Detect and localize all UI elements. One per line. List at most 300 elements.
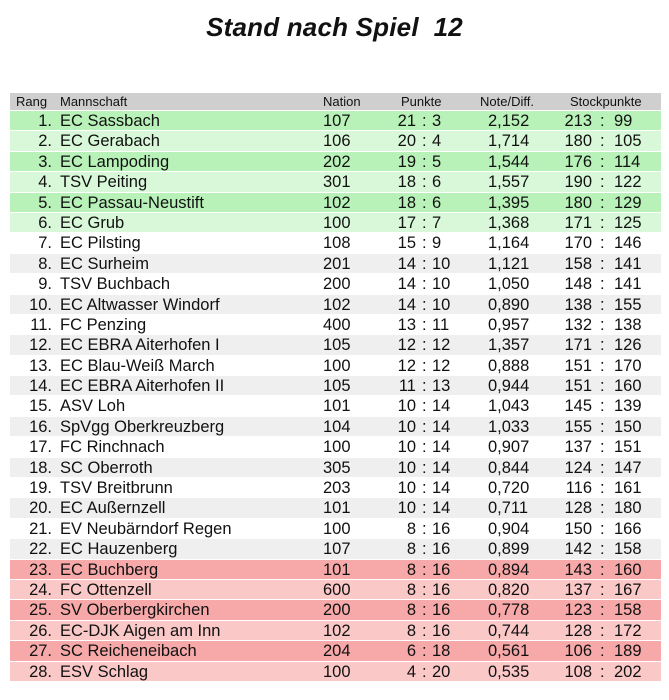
points-separator: : bbox=[422, 377, 427, 396]
rank-cell: 3. bbox=[38, 152, 52, 171]
stockpoints-separator: : bbox=[600, 336, 605, 355]
rank-cell: 12. bbox=[29, 336, 52, 355]
points-for-cell: 10 bbox=[397, 458, 416, 477]
stockpoints-against-cell: 129 bbox=[614, 193, 642, 212]
nation-cell: 200 bbox=[323, 601, 351, 620]
points-against-cell: 16 bbox=[432, 540, 451, 559]
table-row bbox=[10, 152, 661, 172]
stockpoints-against-cell: 99 bbox=[614, 112, 633, 130]
team-name-cell: EC Sassbach bbox=[60, 112, 160, 130]
points-separator: : bbox=[422, 519, 427, 538]
points-for-cell: 10 bbox=[397, 499, 416, 518]
ratio-cell: 0,944 bbox=[488, 377, 530, 396]
team-name-cell: EC Buchberg bbox=[60, 560, 159, 579]
stockpoints-separator: : bbox=[600, 519, 605, 538]
points-separator: : bbox=[422, 152, 427, 171]
standings-table bbox=[10, 93, 661, 682]
rank-cell: 2. bbox=[38, 132, 52, 151]
stockpoints-separator: : bbox=[600, 295, 605, 314]
team-name-cell: EC Außernzell bbox=[60, 499, 166, 518]
table-row bbox=[10, 172, 661, 192]
points-against-cell: 14 bbox=[432, 499, 451, 518]
stockpoints-for-cell: 106 bbox=[564, 642, 592, 661]
ratio-cell: 0,720 bbox=[488, 479, 530, 498]
points-against-cell: 12 bbox=[432, 356, 451, 375]
stockpoints-for-cell: 180 bbox=[564, 132, 592, 151]
points-separator: : bbox=[422, 275, 427, 294]
rank-cell: 27. bbox=[29, 642, 52, 661]
points-for-cell: 10 bbox=[397, 479, 416, 498]
nation-cell: 105 bbox=[323, 336, 351, 355]
rank-cell: 21. bbox=[29, 519, 52, 538]
stockpoints-separator: : bbox=[600, 152, 605, 171]
rank-cell: 19. bbox=[29, 479, 52, 498]
stockpoints-separator: : bbox=[600, 417, 605, 436]
stockpoints-against-cell: 172 bbox=[614, 621, 642, 640]
team-name-cell: EC-DJK Aigen am Inn bbox=[60, 621, 221, 640]
table-row bbox=[10, 662, 661, 682]
stockpoints-against-cell: 114 bbox=[614, 152, 641, 171]
stockpoints-separator: : bbox=[600, 315, 605, 334]
stockpoints-for-cell: 171 bbox=[564, 213, 592, 232]
ratio-cell: 0,907 bbox=[488, 438, 530, 457]
stockpoints-for-cell: 170 bbox=[564, 234, 592, 253]
stockpoints-against-cell: 158 bbox=[614, 540, 642, 559]
stockpoints-for-cell: 128 bbox=[564, 621, 592, 640]
nation-cell: 400 bbox=[323, 315, 351, 334]
points-separator: : bbox=[422, 458, 427, 477]
nation-cell: 301 bbox=[323, 173, 351, 192]
ratio-cell: 0,844 bbox=[488, 458, 530, 477]
stockpoints-separator: : bbox=[600, 275, 605, 294]
points-against-cell: 16 bbox=[432, 621, 451, 640]
ratio-cell: 0,820 bbox=[488, 580, 530, 599]
stockpoints-separator: : bbox=[600, 193, 605, 212]
table-row bbox=[10, 641, 661, 661]
rank-cell: 20. bbox=[29, 499, 52, 518]
team-name-cell: ESV Schlag bbox=[60, 662, 149, 681]
team-name-cell: ASV Loh bbox=[60, 397, 126, 416]
team-name-cell: TSV Breitbrunn bbox=[60, 479, 173, 498]
nation-cell: 305 bbox=[323, 458, 351, 477]
points-separator: : bbox=[422, 642, 427, 661]
team-name-cell: TSV Peiting bbox=[60, 173, 148, 192]
team-name-cell: EC Hauzenberg bbox=[60, 540, 178, 559]
points-against-cell: 10 bbox=[432, 295, 451, 314]
stockpoints-separator: : bbox=[600, 173, 605, 192]
stockpoints-for-cell: 158 bbox=[564, 254, 592, 273]
points-against-cell: 3 bbox=[432, 112, 442, 130]
nation-cell: 101 bbox=[323, 499, 351, 518]
points-for-cell: 12 bbox=[397, 356, 416, 375]
points-separator: : bbox=[422, 479, 427, 498]
stockpoints-against-cell: 151 bbox=[614, 438, 642, 457]
table-header-row bbox=[10, 93, 661, 111]
rank-cell: 13. bbox=[29, 356, 52, 375]
rank-cell: 11. bbox=[30, 315, 52, 334]
nation-cell: 101 bbox=[323, 397, 351, 416]
points-for-cell: 8 bbox=[406, 621, 416, 640]
ratio-cell: 1,043 bbox=[488, 397, 530, 416]
stockpoints-for-cell: 145 bbox=[564, 397, 592, 416]
points-separator: : bbox=[422, 540, 427, 559]
stockpoints-against-cell: 150 bbox=[614, 417, 642, 436]
stockpoints-for-cell: 151 bbox=[564, 356, 592, 375]
points-against-cell: 16 bbox=[432, 601, 451, 620]
stockpoints-for-cell: 171 bbox=[564, 336, 592, 355]
stockpoints-for-cell: 142 bbox=[564, 540, 592, 559]
stockpoints-against-cell: 160 bbox=[614, 377, 642, 396]
stockpoints-separator: : bbox=[600, 377, 605, 396]
team-name-cell: FC Rinchnach bbox=[60, 438, 165, 457]
stockpoints-for-cell: 132 bbox=[564, 315, 592, 334]
stockpoints-separator: : bbox=[600, 132, 605, 151]
nation-cell: 203 bbox=[323, 479, 351, 498]
rank-cell: 23. bbox=[29, 560, 52, 579]
stockpoints-for-cell: 108 bbox=[564, 662, 592, 681]
team-name-cell: SC Reicheneibach bbox=[60, 642, 197, 661]
stockpoints-separator: : bbox=[600, 112, 605, 130]
nation-cell: 600 bbox=[323, 580, 351, 599]
stockpoints-separator: : bbox=[600, 642, 605, 661]
stockpoints-for-cell: 143 bbox=[564, 560, 592, 579]
stockpoints-against-cell: 160 bbox=[614, 560, 642, 579]
ratio-cell: 1,395 bbox=[488, 193, 530, 212]
stockpoints-for-cell: 123 bbox=[564, 601, 592, 620]
team-name-cell: EC Passau-Neustift bbox=[60, 193, 204, 212]
points-against-cell: 9 bbox=[432, 234, 442, 253]
nation-cell: 204 bbox=[323, 642, 351, 661]
stockpoints-against-cell: 155 bbox=[614, 295, 642, 314]
points-for-cell: 8 bbox=[406, 601, 416, 620]
stockpoints-for-cell: 116 bbox=[565, 479, 592, 498]
table-row bbox=[10, 396, 661, 416]
table-body bbox=[10, 111, 661, 682]
points-separator: : bbox=[422, 621, 427, 640]
nation-cell: 108 bbox=[323, 234, 351, 253]
ratio-cell: 1,557 bbox=[488, 173, 530, 192]
points-for-cell: 8 bbox=[406, 519, 416, 538]
points-separator: : bbox=[422, 438, 427, 457]
stockpoints-separator: : bbox=[600, 479, 605, 498]
rank-cell: 7. bbox=[38, 234, 52, 253]
points-separator: : bbox=[422, 234, 427, 253]
points-against-cell: 11 bbox=[432, 315, 450, 334]
ratio-cell: 0,561 bbox=[488, 642, 530, 661]
rank-cell: 18. bbox=[29, 458, 52, 477]
ratio-cell: 1,050 bbox=[488, 275, 530, 294]
team-name-cell: EC Grub bbox=[60, 213, 125, 232]
ratio-cell: 1,033 bbox=[488, 417, 530, 436]
ratio-cell: 0,778 bbox=[488, 601, 530, 620]
ratio-cell: 0,904 bbox=[488, 519, 530, 538]
points-separator: : bbox=[422, 295, 427, 314]
stockpoints-for-cell: 138 bbox=[564, 295, 592, 314]
points-separator: : bbox=[422, 213, 427, 232]
rank-cell: 14. bbox=[29, 377, 52, 396]
stockpoints-for-cell: 213 bbox=[564, 112, 592, 130]
stockpoints-against-cell: 125 bbox=[614, 213, 642, 232]
ratio-cell: 1,121 bbox=[488, 254, 530, 273]
header-ratio: Note/Diff. bbox=[480, 94, 534, 109]
rank-cell: 28. bbox=[29, 662, 52, 681]
stockpoints-separator: : bbox=[600, 397, 605, 416]
points-for-cell: 14 bbox=[397, 254, 416, 273]
table-row bbox=[10, 376, 661, 396]
team-name-cell: TSV Buchbach bbox=[60, 275, 171, 294]
team-name-cell: EC EBRA Aiterhofen I bbox=[60, 336, 220, 355]
stockpoints-separator: : bbox=[600, 560, 605, 579]
stockpoints-against-cell: 139 bbox=[614, 397, 642, 416]
header-rank: Rang bbox=[16, 94, 48, 109]
points-separator: : bbox=[422, 601, 427, 620]
table-row bbox=[10, 417, 661, 437]
team-name-cell: EC Gerabach bbox=[60, 132, 160, 151]
nation-cell: 202 bbox=[323, 152, 351, 171]
points-against-cell: 14 bbox=[432, 458, 451, 477]
rank-cell: 25. bbox=[29, 601, 52, 620]
points-for-cell: 11 bbox=[398, 377, 416, 396]
stockpoints-separator: : bbox=[600, 662, 605, 681]
header-stockpoints: Stockpunkte bbox=[570, 94, 642, 109]
points-for-cell: 14 bbox=[397, 295, 416, 314]
points-against-cell: 16 bbox=[432, 580, 451, 599]
points-against-cell: 5 bbox=[432, 152, 442, 171]
stockpoints-against-cell: 166 bbox=[614, 519, 642, 538]
table-row bbox=[10, 498, 661, 518]
ratio-cell: 1,357 bbox=[488, 336, 530, 355]
table-row bbox=[10, 233, 661, 253]
points-against-cell: 16 bbox=[432, 519, 451, 538]
points-against-cell: 18 bbox=[432, 642, 451, 661]
table-row bbox=[10, 274, 661, 294]
points-for-cell: 8 bbox=[406, 560, 416, 579]
stockpoints-against-cell: 170 bbox=[614, 356, 642, 375]
points-separator: : bbox=[422, 132, 427, 151]
points-for-cell: 10 bbox=[397, 438, 416, 457]
table-row bbox=[10, 335, 661, 355]
stockpoints-separator: : bbox=[600, 601, 605, 620]
points-against-cell: 20 bbox=[432, 662, 451, 681]
team-name-cell: FC Ottenzell bbox=[60, 580, 152, 599]
ratio-cell: 1,544 bbox=[488, 152, 530, 171]
nation-cell: 100 bbox=[323, 356, 351, 375]
stockpoints-separator: : bbox=[600, 540, 605, 559]
team-name-cell: EV Neubärndorf Regen bbox=[60, 519, 232, 538]
nation-cell: 102 bbox=[323, 193, 351, 212]
stockpoints-against-cell: 105 bbox=[614, 132, 642, 151]
nation-cell: 102 bbox=[323, 295, 351, 314]
table-row bbox=[10, 580, 661, 600]
table-row bbox=[10, 131, 661, 151]
points-against-cell: 12 bbox=[432, 336, 451, 355]
points-for-cell: 12 bbox=[397, 336, 416, 355]
stockpoints-against-cell: 141 bbox=[614, 254, 642, 273]
ratio-cell: 0,711 bbox=[488, 499, 529, 518]
rank-cell: 1. bbox=[38, 112, 52, 130]
points-for-cell: 19 bbox=[397, 152, 416, 171]
stockpoints-for-cell: 148 bbox=[564, 275, 592, 294]
points-for-cell: 18 bbox=[397, 173, 416, 192]
points-for-cell: 4 bbox=[406, 662, 416, 681]
ratio-cell: 0,957 bbox=[488, 315, 530, 334]
table-row bbox=[10, 539, 661, 559]
rank-cell: 22. bbox=[29, 540, 52, 559]
nation-cell: 100 bbox=[323, 213, 351, 232]
stockpoints-against-cell: 158 bbox=[614, 601, 642, 620]
team-name-cell: EC Surheim bbox=[60, 254, 149, 273]
points-for-cell: 20 bbox=[397, 132, 416, 151]
stockpoints-separator: : bbox=[600, 580, 605, 599]
rank-cell: 6. bbox=[38, 213, 52, 232]
nation-cell: 100 bbox=[323, 438, 351, 457]
table-row bbox=[10, 111, 661, 131]
stockpoints-against-cell: 141 bbox=[614, 275, 642, 294]
stockpoints-for-cell: 124 bbox=[564, 458, 592, 477]
stockpoints-against-cell: 122 bbox=[614, 173, 642, 192]
rank-cell: 10. bbox=[29, 295, 52, 314]
points-separator: : bbox=[422, 662, 427, 681]
points-separator: : bbox=[422, 315, 427, 334]
points-against-cell: 7 bbox=[432, 213, 442, 232]
ratio-cell: 0,535 bbox=[488, 662, 530, 681]
nation-cell: 200 bbox=[323, 275, 351, 294]
stockpoints-against-cell: 180 bbox=[614, 499, 642, 518]
points-for-cell: 13 bbox=[397, 315, 416, 334]
table-row bbox=[10, 437, 661, 457]
points-against-cell: 16 bbox=[432, 560, 451, 579]
stockpoints-separator: : bbox=[600, 213, 605, 232]
stockpoints-for-cell: 150 bbox=[564, 519, 592, 538]
page-title: Stand nach Spiel 12 bbox=[206, 12, 463, 42]
points-against-cell: 14 bbox=[432, 417, 451, 436]
header-nation: Nation bbox=[323, 94, 361, 109]
points-separator: : bbox=[422, 173, 427, 192]
points-against-cell: 14 bbox=[432, 438, 451, 457]
ratio-cell: 1,714 bbox=[488, 132, 530, 151]
points-against-cell: 14 bbox=[432, 397, 451, 416]
stockpoints-separator: : bbox=[600, 254, 605, 273]
rank-cell: 5. bbox=[38, 193, 52, 212]
ratio-cell: 2,152 bbox=[488, 112, 530, 130]
team-name-cell: EC Altwasser Windorf bbox=[60, 295, 220, 314]
table-row bbox=[10, 458, 661, 478]
rank-cell: 16. bbox=[29, 417, 52, 436]
rank-cell: 15. bbox=[29, 397, 52, 416]
stockpoints-against-cell: 126 bbox=[614, 336, 642, 355]
team-name-cell: EC Lampoding bbox=[60, 152, 170, 171]
team-name-cell: EC Blau-Weiß March bbox=[60, 356, 215, 375]
table-row bbox=[10, 478, 661, 498]
stockpoints-for-cell: 190 bbox=[564, 173, 592, 192]
stockpoints-against-cell: 161 bbox=[614, 479, 642, 498]
points-against-cell: 6 bbox=[432, 193, 442, 212]
table-row bbox=[10, 213, 661, 233]
rank-cell: 17. bbox=[29, 438, 52, 457]
nation-cell: 106 bbox=[323, 132, 351, 151]
stockpoints-against-cell: 147 bbox=[614, 458, 642, 477]
stockpoints-against-cell: 138 bbox=[614, 315, 642, 334]
table-row bbox=[10, 295, 661, 315]
points-for-cell: 14 bbox=[397, 275, 416, 294]
stockpoints-against-cell: 202 bbox=[614, 662, 642, 681]
points-separator: : bbox=[422, 499, 427, 518]
ratio-cell: 0,899 bbox=[488, 540, 530, 559]
table-row bbox=[10, 600, 661, 620]
stockpoints-for-cell: 180 bbox=[564, 193, 592, 212]
nation-cell: 107 bbox=[323, 540, 351, 559]
nation-cell: 101 bbox=[323, 560, 351, 579]
points-for-cell: 10 bbox=[397, 417, 416, 436]
points-separator: : bbox=[422, 112, 427, 130]
nation-cell: 105 bbox=[323, 377, 351, 396]
stockpoints-for-cell: 155 bbox=[564, 417, 592, 436]
nation-cell: 100 bbox=[323, 662, 351, 681]
header-team: Mannschaft bbox=[60, 94, 128, 109]
nation-cell: 104 bbox=[323, 417, 351, 436]
nation-cell: 100 bbox=[323, 519, 351, 538]
rank-cell: 24. bbox=[29, 580, 52, 599]
points-for-cell: 8 bbox=[406, 540, 416, 559]
points-against-cell: 13 bbox=[432, 377, 451, 396]
points-for-cell: 10 bbox=[397, 397, 416, 416]
ratio-cell: 0,744 bbox=[488, 621, 530, 640]
table-row bbox=[10, 356, 661, 376]
ratio-cell: 1,164 bbox=[488, 234, 530, 253]
rank-cell: 4. bbox=[38, 173, 52, 192]
stockpoints-separator: : bbox=[600, 499, 605, 518]
ratio-cell: 1,368 bbox=[488, 213, 530, 232]
table-row bbox=[10, 519, 661, 539]
table-row bbox=[10, 621, 661, 641]
points-against-cell: 10 bbox=[432, 254, 451, 273]
stockpoints-for-cell: 176 bbox=[564, 152, 592, 171]
table-row bbox=[10, 254, 661, 274]
stockpoints-for-cell: 151 bbox=[564, 377, 592, 396]
table-row bbox=[10, 315, 661, 335]
points-separator: : bbox=[422, 417, 427, 436]
stockpoints-against-cell: 146 bbox=[614, 234, 642, 253]
points-separator: : bbox=[422, 193, 427, 212]
nation-cell: 102 bbox=[323, 621, 351, 640]
team-name-cell: EC Pilsting bbox=[60, 234, 141, 253]
header-points: Punkte bbox=[401, 94, 442, 109]
table-row bbox=[10, 560, 661, 580]
rank-cell: 8. bbox=[38, 254, 52, 273]
points-separator: : bbox=[422, 560, 427, 579]
nation-cell: 107 bbox=[323, 112, 351, 130]
points-for-cell: 15 bbox=[397, 234, 416, 253]
points-separator: : bbox=[422, 580, 427, 599]
points-for-cell: 17 bbox=[397, 213, 416, 232]
table-row bbox=[10, 193, 661, 213]
points-separator: : bbox=[422, 254, 427, 273]
ratio-cell: 0,894 bbox=[488, 560, 530, 579]
stockpoints-separator: : bbox=[600, 234, 605, 253]
points-against-cell: 10 bbox=[432, 275, 451, 294]
points-for-cell: 21 bbox=[397, 112, 416, 130]
stockpoints-against-cell: 167 bbox=[614, 580, 642, 599]
team-name-cell: EC EBRA Aiterhofen II bbox=[60, 377, 225, 396]
stockpoints-for-cell: 128 bbox=[564, 499, 592, 518]
stockpoints-against-cell: 189 bbox=[614, 642, 642, 661]
points-for-cell: 6 bbox=[406, 642, 416, 661]
ratio-cell: 0,890 bbox=[488, 295, 530, 314]
stockpoints-for-cell: 137 bbox=[564, 580, 592, 599]
team-name-cell: SV Oberbergkirchen bbox=[60, 601, 210, 620]
rank-cell: 26. bbox=[29, 621, 52, 640]
points-separator: : bbox=[422, 397, 427, 416]
